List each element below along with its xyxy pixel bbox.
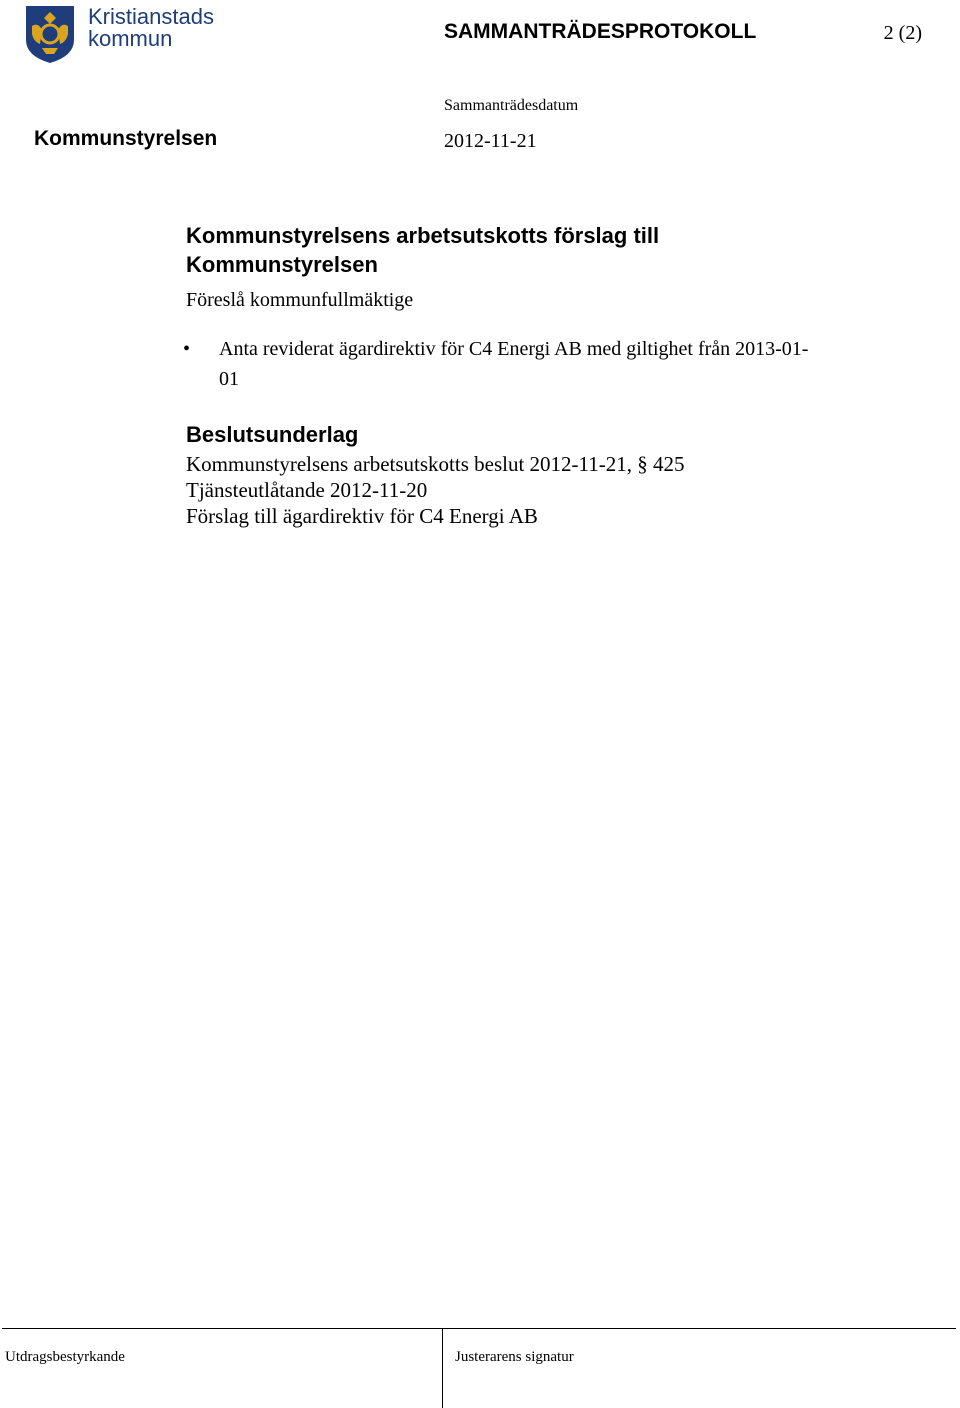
basis-item: Tjänsteutlåtande 2012-11-20 <box>186 478 428 502</box>
logo-wordmark <box>88 6 214 50</box>
organization-name: Kommunstyrelsen <box>34 127 218 150</box>
proposal-heading: Kommunstyrelsens arbetsutskotts förslag till Kommunstyrelsen <box>186 223 660 277</box>
logo-line-2: kommun <box>88 26 173 51</box>
municipality-logo <box>24 4 224 64</box>
signature-label: Justerarens signatur <box>455 1349 574 1365</box>
meeting-date-label: Sammanträdesdatum <box>444 97 579 114</box>
basis-item: Förslag till ägardirektiv för C4 Energi AB <box>186 504 538 528</box>
page-number: 2 (2) <box>883 22 922 44</box>
proposal-intro: Föreslå kommunfullmäktige <box>186 289 414 311</box>
meeting-date: 2012-11-21 <box>444 130 537 152</box>
document-title: SAMMANTRÄDESPROTOKOLL <box>444 20 757 43</box>
footer-divider <box>442 1328 443 1408</box>
proposal-bullet: Anta reviderat ägardirektiv för C4 Energi AB med giltighet från 2013-01-01 <box>219 338 809 390</box>
bullet-icon: • <box>183 338 191 360</box>
basis-item: Kommunstyrelsens arbetsutskotts beslut 2012-11-21, § 425 <box>186 452 685 476</box>
certification-label: Utdragsbestyrkande <box>5 1349 125 1365</box>
footer-rule <box>2 1328 956 1329</box>
basis-heading: Beslutsunderlag <box>186 422 359 447</box>
basis-list <box>186 451 886 529</box>
coat-of-arms-icon <box>24 4 76 64</box>
logo-line-1: Kristianstads <box>88 4 214 29</box>
